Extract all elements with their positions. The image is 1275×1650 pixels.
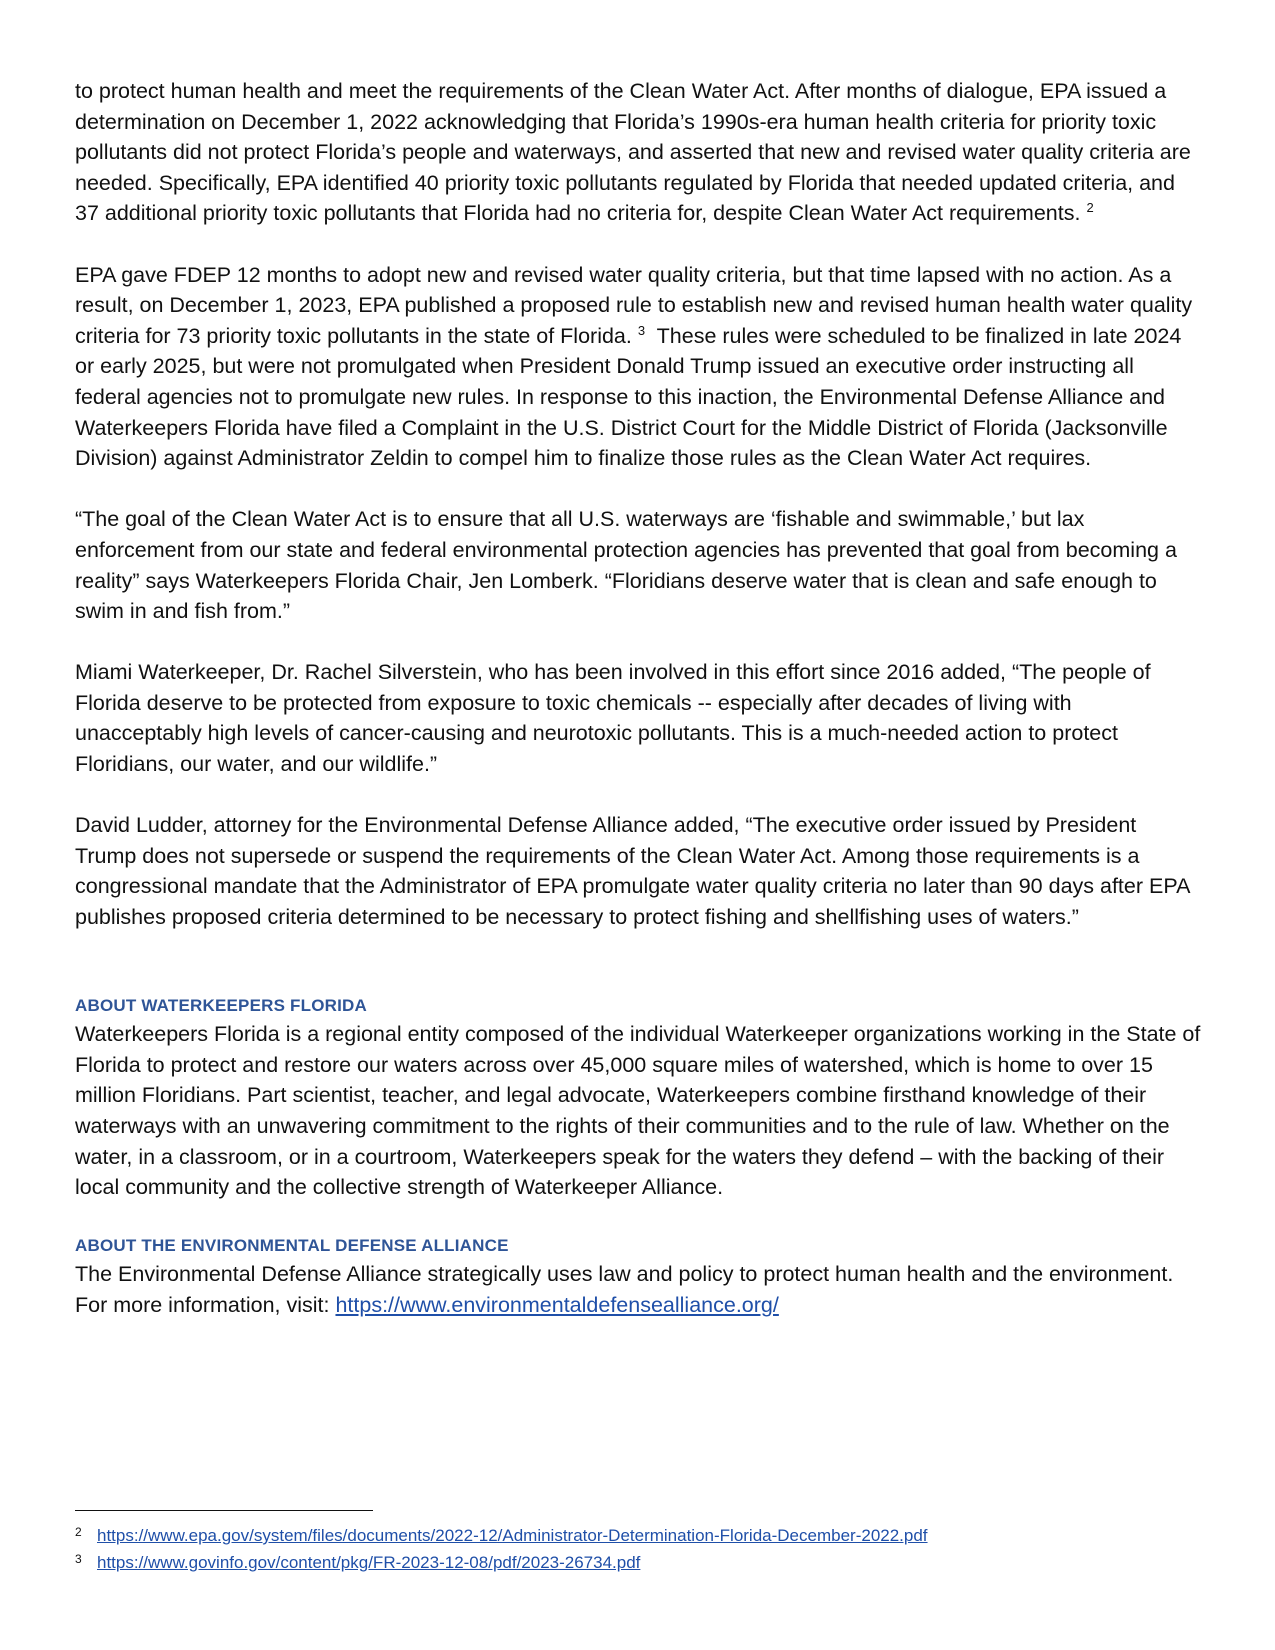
paragraph-text: EPA gave FDEP 12 months to adopt new and revised water quality criteria, but that time lapsed with no action. As a result, on December 1, 2023, EPA published a proposed rule to establish new and revised human health water quality criteria for 73 priority toxic pollutants in the state of Florida. [75,262,1193,348]
paragraph-text: The Environmental Defense Alliance strategically uses law and policy to protect human health and the environment. For more information, visit: [75,1262,1174,1317]
paragraph-about-eda [75,1259,1203,1320]
footnote-ref[interactable]: 2 [1086,200,1094,216]
footnote-ref[interactable]: 3 [637,322,646,338]
footnotes [75,1510,1203,1577]
footnote-divider [75,1510,373,1511]
eda-website-link[interactable]: https://www.environmentaldefensealliance.org/ [335,1292,779,1317]
paragraph-proposed-rule [75,260,1203,474]
footnote-item [75,1550,1203,1577]
footnote-item [75,1523,1203,1550]
paragraph-lomberk-quote: “The goal of the Clean Water Act is to ensure that all U.S. waterways are ‘fishable and swimmable,’ but lax enforcement from our state and federal environmental protection agencies has prevented that goal from becoming a reality” says Waterkeepers Florida Chair, Jen Lomberk. “Floridians deserve water that is clean and safe enough to swim in and fish from.” [75,507,1177,624]
document-body [75,76,1203,1351]
footnote-link[interactable]: https://www.epa.gov/system/files/documents/2022-12/Administrator-Determination-Florida-December-2022.pdf [97,1526,928,1545]
paragraph-silverstein-quote: Miami Waterkeeper, Dr. Rachel Silverstein, who has been involved in this effort since 2016 added, “The people of Florida deserve to be protected from exposure to toxic chemicals -- especially after decades of living with unacceptably high levels of cancer-causing and neurotoxic pollutants. This is a much-needed action to protect Floridians, our water, and our wildlife.” [75,660,1151,777]
paragraph-epa-determination [75,76,1203,229]
footnote-number: 2 [75,1525,82,1539]
heading-about-waterkeepers: ABOUT WATERKEEPERS FLORIDA [75,996,368,1016]
heading-about-eda: ABOUT THE ENVIRONMENTAL DEFENSE ALLIANCE [75,1236,509,1256]
paragraph-text: These rules were scheduled to be finalized in late 2024 or early 2025, but were not promulgated when President Donald Trump issued an executive order instructing all federal agencies not to promulgate new rules. In response to this inaction, the Environmental Defense Alliance and Waterkeepers Florida have filed a Complaint in the U.S. District Court for the Middle District of Florida (Jacksonville Division) against Administrator Zeldin to compel him to finalize those rules as the Clean Water Act requires. [75,323,1182,471]
footnote-link[interactable]: https://www.govinfo.gov/content/pkg/FR-2023-12-08/pdf/2023-26734.pdf [97,1553,641,1572]
paragraph-about-waterkeepers: Waterkeepers Florida is a regional entity composed of the individual Waterkeeper organizations working in the State of Florida to protect and restore our waters across over 45,000 square miles of watershed, which is home to over 15 million Floridians. Part scientist, teacher, and legal advocate, Waterkeepers combine firsthand knowledge of their waterways with an unwavering commitment to the rights of their communities and to the rule of law. Whether on the water, in a classroom, or in a courtroom, Waterkeepers speak for the waters they defend – with the backing of their local community and the collective strength of Waterkeeper Alliance. [75,1022,1201,1200]
paragraph-ludder-quote: David Ludder, attorney for the Environmental Defense Alliance added, “The executive order issued by President Trump does not supersede or suspend the requirements of the Clean Water Act. Among those requirements is a congressional mandate that the Administrator of EPA promulgate water quality criteria no later than 90 days after EPA publishes proposed criteria determined to be necessary to protect fishing and shellfishing uses of waters.” [75,813,1190,930]
footnote-number: 3 [75,1552,82,1566]
paragraph-text: to protect human health and meet the requirements of the Clean Water Act. After months of dialogue, EPA issued a determination on December 1, 2022 acknowledging that Florida’s 1990s-era human health criteria for priority toxic pollutants did not protect Florida’s people and waterways, and asserted that new and revised water quality criteria are needed. Specifically, EPA identified 40 priority toxic pollutants regulated by Florida that needed updated criteria, and 37 additional priority toxic pollutants that Florida had no criteria for, despite Clean Water Act requirements. [75,79,1191,226]
